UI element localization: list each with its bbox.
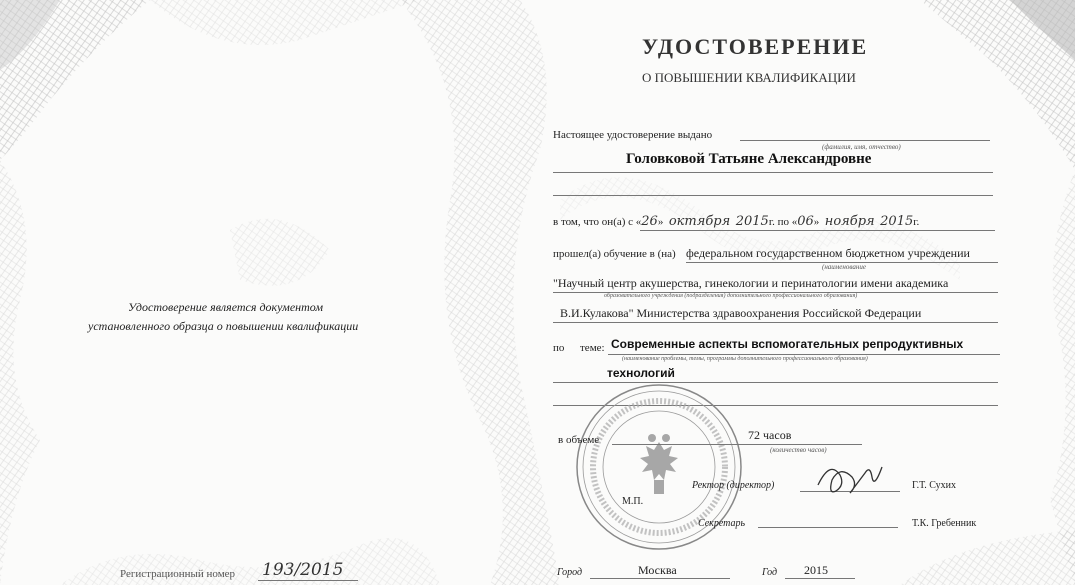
volume-label: в объеме xyxy=(558,434,600,446)
registration-number: 193/2015 xyxy=(262,560,344,580)
period-line xyxy=(553,214,919,229)
end-month: ноября xyxy=(824,214,875,229)
document-subtitle: О ПОВЫШЕНИИ КВАЛИФИКАЦИИ xyxy=(642,70,856,85)
start-sep: » xyxy=(657,216,664,228)
rector-label: Ректор (директор) xyxy=(692,480,775,491)
secretary-label: Секретарь xyxy=(698,518,746,529)
start-month: октября xyxy=(668,214,731,229)
institution-line1: федеральном государственном бюджетном учреждении xyxy=(686,246,970,260)
period-g1: г. по « xyxy=(768,216,798,228)
rector-name: Г.Т. Сухих xyxy=(912,480,957,491)
period-prefix: в том, что он(а) с « xyxy=(553,216,642,228)
training-label: прошел(а) обучение в (на) xyxy=(553,248,676,260)
city-value: Москва xyxy=(638,563,677,577)
name-hint: (фамилия, имя, отчество) xyxy=(822,143,901,151)
theme-line2: технологий xyxy=(607,366,675,380)
rector-signature xyxy=(810,455,890,500)
registration-label: Регистрационный номер xyxy=(120,568,236,580)
theme-line1: Современные аспекты вспомогательных репродуктивных xyxy=(611,337,964,351)
year-label: Год xyxy=(762,567,778,578)
year-value: 2015 xyxy=(804,563,828,577)
institution-hint1: (наименование xyxy=(822,263,866,271)
city-label: Город xyxy=(557,567,583,578)
recipient-name: Головковой Татьяне Александровне xyxy=(626,151,872,167)
theme-hint: (наименование проблемы, темы, программы дополнительного профессионального образования) xyxy=(622,356,868,362)
volume-hint: (количество часов) xyxy=(770,446,827,454)
document-statement-line1: Удостоверение является документом xyxy=(128,300,323,314)
period-g2: г. xyxy=(913,216,920,228)
institution-line3: В.И.Кулакова" Министерства здравоохранения Российской Федерации xyxy=(560,306,922,320)
issued-label: Настоящее удостоверение выдано xyxy=(553,129,713,141)
start-day: 26 xyxy=(641,214,658,229)
end-day: 06 xyxy=(797,214,814,229)
end-year: 2015 xyxy=(880,214,914,229)
volume-value: 72 часов xyxy=(748,428,792,442)
secretary-name: Т.К. Гребенник xyxy=(912,518,977,529)
theme-label-po: по xyxy=(553,342,565,354)
start-year: 2015 xyxy=(735,214,769,229)
institution-hint2: образовательного учреждения (подразделения) дополнительного профессионального образования) xyxy=(604,293,858,299)
seal-mp-label: М.П. xyxy=(622,496,644,507)
end-sep: » xyxy=(813,216,820,228)
institution-line2: "Научный центр акушерства, гинекологии и перинатологии имени академика xyxy=(553,276,949,290)
theme-label: теме: xyxy=(580,342,605,354)
document-statement-line2: установленного образца о повышении квалификации xyxy=(88,319,359,333)
document-title: УДОСТОВЕРЕНИЕ xyxy=(642,34,869,59)
